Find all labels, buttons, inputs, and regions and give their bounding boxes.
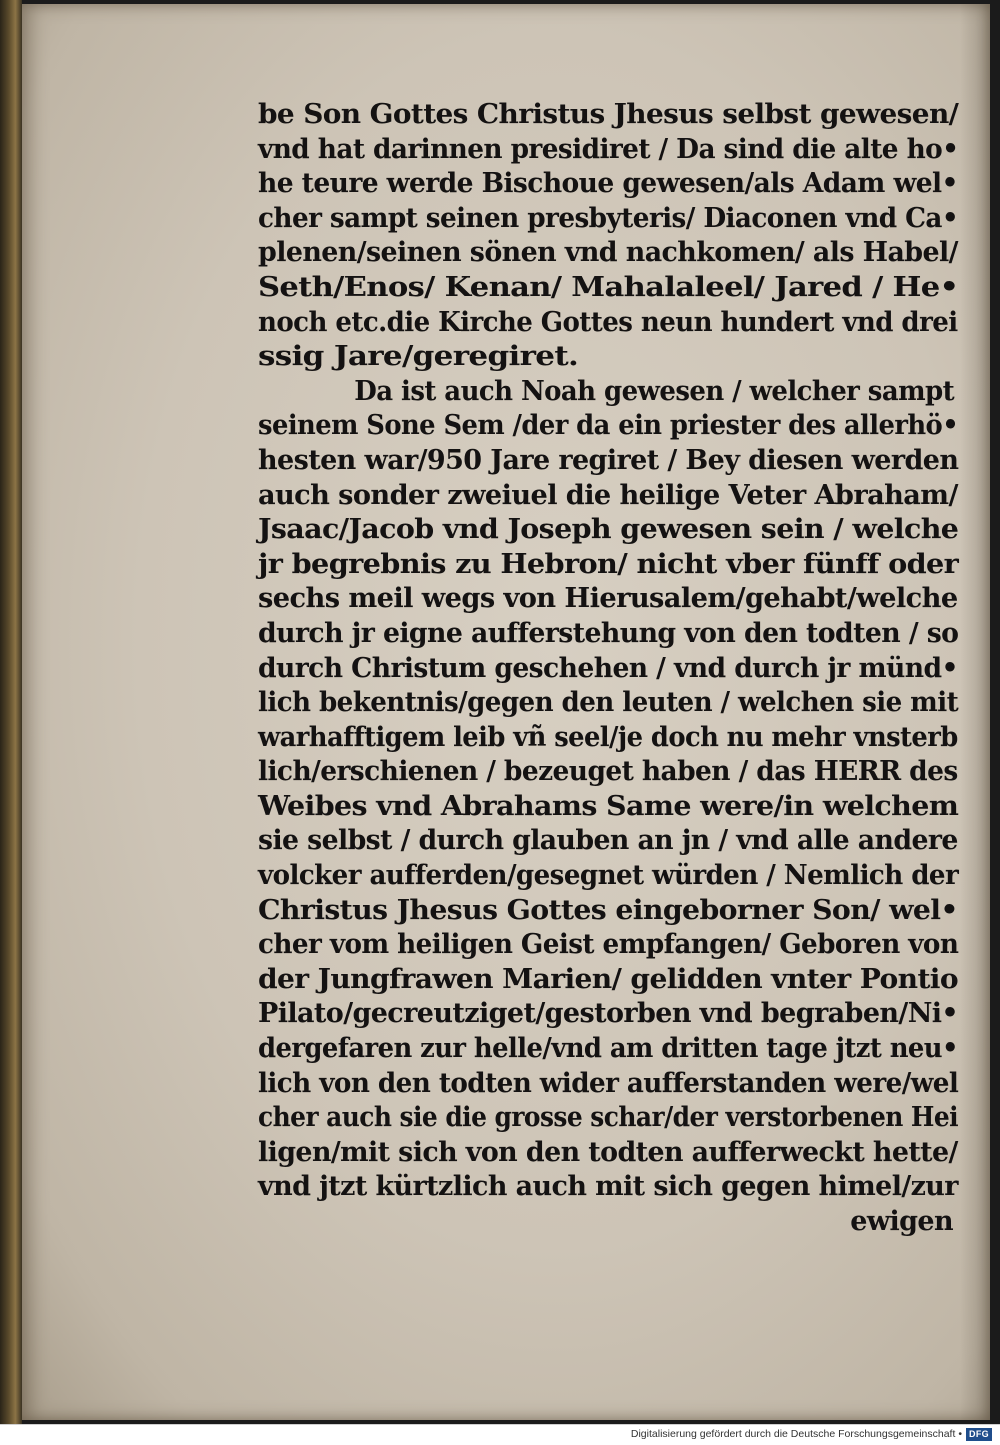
text-line: lich/erschienen / bezeuget haben / das HERR des — [258, 756, 958, 788]
text-line: dergefaren zur helle/vnd am dritten tage jtzt neu• — [258, 1033, 958, 1065]
text-line: der Jungfrawen Marien/ gelidden vnter Pontio — [258, 963, 959, 995]
text-line: lich bekentnis/gegen den leuten / welchen sie mit — [258, 687, 959, 719]
text-line: sechs meil wegs von Hierusalem/gehabt/welche — [258, 583, 958, 615]
text-line: Weibes vnd Abrahams Same were/in welchem — [258, 790, 959, 822]
text-line: jr begrebnis zu Hebron/ nicht vber fünff oder — [258, 548, 959, 580]
text-line: lich von den todten wider aufferstanden were/wel — [258, 1067, 959, 1099]
text-line: Christus Jhesus Gottes eingeborner Son/ wel• — [258, 894, 958, 926]
text-line: Seth/Enos/ Kenan/ Mahalaleel/ Jared / He• — [258, 271, 959, 303]
text-line: durch Christum geschehen / vnd durch jr münd• — [258, 652, 958, 684]
text-line: sie selbst / durch glauben an jn / vnd alle andere — [258, 825, 958, 857]
text-line: Da ist auch Noah gewesen / welcher sampt — [354, 375, 955, 407]
book-spine-edge — [0, 0, 22, 1424]
text-line: Pilato/gecreutziget/gestorben vnd begraben/Ni• — [258, 998, 959, 1030]
text-line: noch etc.die Kirche Gottes neun hundert vnd drei — [258, 306, 958, 338]
text-line: durch jr eigne aufferstehung von den todten / so — [258, 617, 959, 649]
funding-credit: Digitalisierung gefördert durch die Deutsche Forschungsgemeinschaft • — [630, 1428, 962, 1440]
dfg-logo: DFG — [966, 1428, 992, 1441]
text-line: be Son Gottes Christus Jhesus selbst gewesen/ — [258, 99, 959, 130]
text-line: he teure werde Bischoue gewesen/als Adam wel• — [258, 168, 958, 200]
text-line: auch sonder zweiuel die heilige Veter Abraham/ — [258, 479, 958, 511]
text-line: cher auch sie die grosse schar/der verstorbenen Hei — [258, 1102, 959, 1134]
page-shadow — [960, 4, 990, 1420]
text-line: volcker aufferden/gesegnet würden / Nemlich der — [258, 860, 959, 892]
text-line: vnd hat darinnen presidiret / Da sind die alte ho• — [258, 133, 959, 165]
text-line: plenen/seinen sönen vnd nachkomen/ als Habel/ — [258, 237, 958, 269]
text-line: ligen/mit sich von den todten aufferweckt hette/ — [258, 1136, 958, 1168]
footer-bar — [0, 1424, 1000, 1445]
text-line: seinem Sone Sem /der da ein priester des allerhö• — [258, 410, 959, 442]
text-line: Jsaac/Jacob vnd Joseph gewesen sein / welche — [258, 514, 959, 546]
catchword: ewigen — [850, 1206, 953, 1237]
text-line: ssig Jare/geregiret. — [258, 341, 579, 373]
text-line: hesten war/950 Jare regiret / Bey diesen werden — [258, 444, 959, 476]
text-line: vnd jtzt kürtzlich auch mit sich gegen himel/zur — [258, 1171, 958, 1203]
text-line: warhafftigem leib vñ seel/je doch nu mehr vnsterb — [258, 721, 958, 753]
text-line: cher sampt seinen presbyteris/ Diaconen vnd Ca• — [258, 202, 959, 234]
text-line: cher vom heiligen Geist empfangen/ Geboren von — [258, 929, 959, 961]
page-text-block — [258, 98, 963, 1240]
